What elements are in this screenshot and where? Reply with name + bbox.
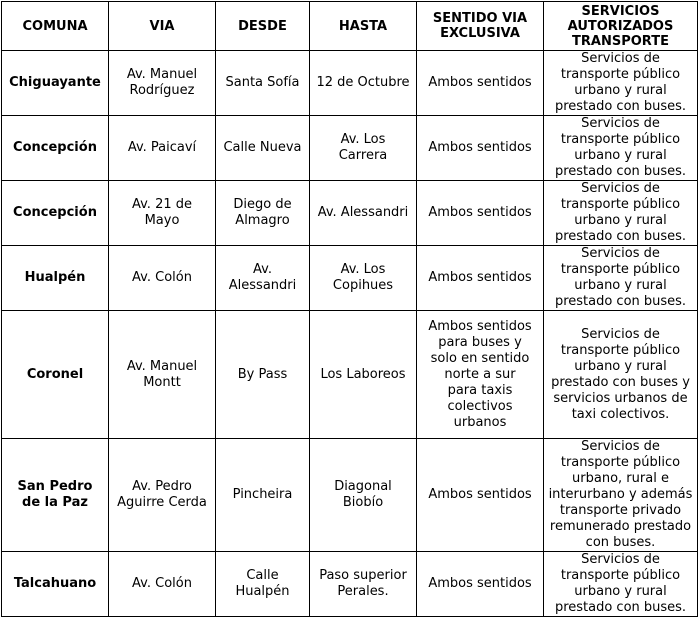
table-row <box>2 181 698 246</box>
exclusive-lanes-table <box>1 1 698 617</box>
cell-desde: Diego de Almagro <box>216 181 310 246</box>
table-row <box>2 246 698 311</box>
cell-servicios: Servicios de transporte público urbano y rural prestado con buses y servicios urbanos de taxi colectivos. <box>544 311 698 439</box>
table-row <box>2 51 698 116</box>
cell-via: Av. Manuel Rodríguez <box>109 51 216 116</box>
cell-sentido: Ambos sentidos <box>417 439 544 552</box>
header-hasta: HASTA <box>310 2 417 51</box>
cell-via: Av. Colón <box>109 246 216 311</box>
cell-sentido: Ambos sentidos <box>417 552 544 617</box>
cell-via: Av. Pedro Aguirre Cerda <box>109 439 216 552</box>
header-row <box>2 2 698 51</box>
cell-hasta: Diagonal Biobío <box>310 439 417 552</box>
cell-hasta: Av. Los Copihues <box>310 246 417 311</box>
header-comuna: COMUNA <box>2 2 109 51</box>
cell-via: Av. Manuel Montt <box>109 311 216 439</box>
cell-desde: Pincheira <box>216 439 310 552</box>
cell-hasta: Av. Los Carrera <box>310 116 417 181</box>
cell-servicios: Servicios de transporte público urbano y rural prestado con buses. <box>544 51 698 116</box>
cell-hasta: Av. Alessandri <box>310 181 417 246</box>
cell-desde: Calle Nueva <box>216 116 310 181</box>
cell-comuna: Chiguayante <box>2 51 109 116</box>
cell-hasta: 12 de Octubre <box>310 51 417 116</box>
table-row <box>2 311 698 439</box>
table-row <box>2 552 698 617</box>
cell-sentido: Ambos sentidos para buses y solo en sentido norte a sur para taxis colectivos urbanos <box>417 311 544 439</box>
cell-sentido: Ambos sentidos <box>417 51 544 116</box>
cell-via: Av. Paicaví <box>109 116 216 181</box>
cell-servicios: Servicios de transporte público urbano y rural prestado con buses. <box>544 116 698 181</box>
cell-servicios: Servicios de transporte público urbano y rural prestado con buses. <box>544 552 698 617</box>
header-via: VIA <box>109 2 216 51</box>
cell-comuna: Hualpén <box>2 246 109 311</box>
cell-sentido: Ambos sentidos <box>417 246 544 311</box>
cell-servicios: Servicios de transporte público urbano, rural e interurbano y además transporte privado remunerado prestado con buses. <box>544 439 698 552</box>
cell-servicios: Servicios de transporte público urbano y rural prestado con buses. <box>544 246 698 311</box>
cell-sentido: Ambos sentidos <box>417 116 544 181</box>
header-servicios: SERVICIOS AUTORIZADOS TRANSPORTE <box>544 2 698 51</box>
cell-desde: Calle Hualpén <box>216 552 310 617</box>
cell-comuna: Concepción <box>2 181 109 246</box>
cell-hasta: Paso superior Perales. <box>310 552 417 617</box>
cell-comuna: Coronel <box>2 311 109 439</box>
header-sentido: SENTIDO VIA EXCLUSIVA <box>417 2 544 51</box>
cell-comuna: Talcahuano <box>2 552 109 617</box>
cell-desde: By Pass <box>216 311 310 439</box>
cell-sentido: Ambos sentidos <box>417 181 544 246</box>
cell-comuna: San Pedro de la Paz <box>2 439 109 552</box>
cell-via: Av. Colón <box>109 552 216 617</box>
cell-via: Av. 21 de Mayo <box>109 181 216 246</box>
table-row <box>2 116 698 181</box>
header-desde: DESDE <box>216 2 310 51</box>
cell-servicios: Servicios de transporte público urbano y rural prestado con buses. <box>544 181 698 246</box>
cell-desde: Santa Sofía <box>216 51 310 116</box>
cell-desde: Av. Alessandri <box>216 246 310 311</box>
cell-hasta: Los Laboreos <box>310 311 417 439</box>
cell-comuna: Concepción <box>2 116 109 181</box>
table-row <box>2 439 698 552</box>
